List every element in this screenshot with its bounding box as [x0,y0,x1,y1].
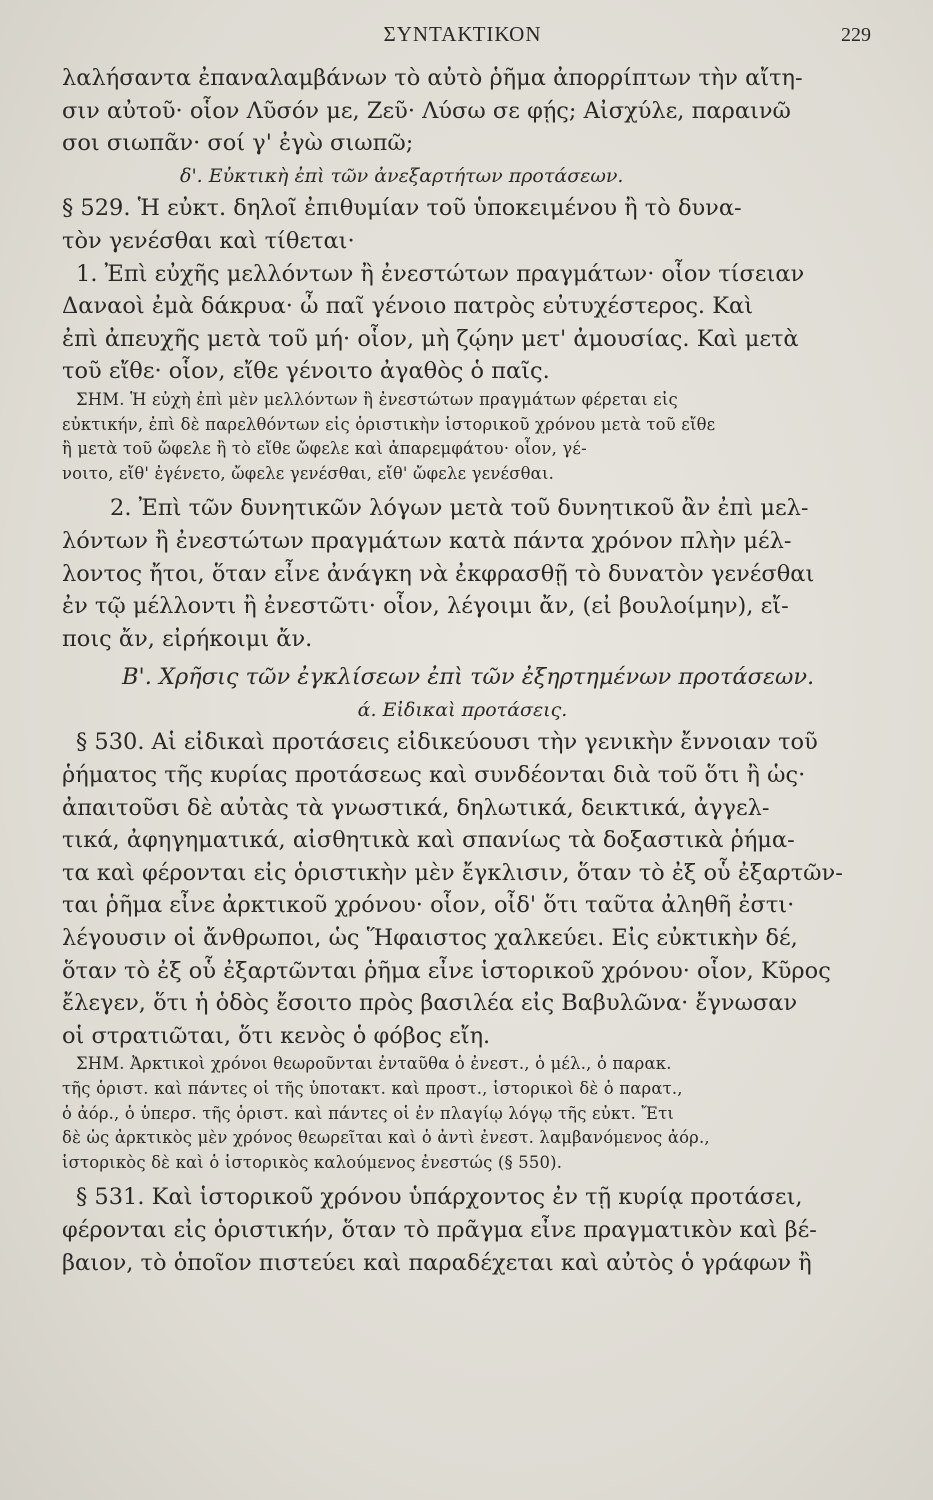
text-line: λόντων ἢ ἐνεστώτων πραγμάτων κατὰ πάντα χρόνον πλὴν μέλ- [62,527,792,554]
paragraph-529-start: § 529. Ἡ εὐκτ. δηλοῖ ἐπιθυμίαν τοῦ ὑποκειμένου ἢ τὸ δυνα- [62,195,742,222]
text-line: σοι σιωπᾶν· σοί γ' ἐγὼ σιωπῶ; [62,130,414,157]
section-heading: Β'. Χρῆσις τῶν ἐγκλίσεων ἐπὶ τῶν ἐξηρτημένων προτάσεων. [122,664,815,691]
item-1-start: 1. Ἐπὶ εὐχῆς μελλόντων ἢ ἐνεστώτων πραγμάτων· οἷον τίσειαν [76,260,805,287]
text-line: ἀπαιτοῦσι δὲ αὐτὰς τὰ γνωστικά, δηλωτικά, δεικτικά, ἀγγελ- [62,794,770,821]
text-line: οἱ στρατιῶται, ὅτι κενὸς ὁ φόβος εἴη. [62,1022,491,1049]
text-line: λοντος ἤτοι, ὅταν εἶνε ἀνάγκη νὰ ἐκφρασθῇ τὸ δυνατὸν γενέσθαι [62,560,815,587]
running-title: ΣΥΝΤΑΚΤΙΚΟΝ [383,22,542,46]
page-number: 229 [841,24,871,46]
text-line: σιν αὐτοῦ· οἷον Λῦσόν με, Ζεῦ· Λύσω σε φῄς; Αἰσχύλε, παραινῶ [62,97,791,124]
note-line: δὲ ὡς ἀρκτικὸς μὲν χρόνος θεωρεῖται καὶ ὁ ἀντὶ ἐνεστ. λαμβανόμενος ἀόρ., [62,1128,710,1148]
note-line: νοιτο, εἴθ' ἐγένετο, ὤφελε γενέσθαι, εἴθ' ὤφελε γενέσθαι. [62,463,554,483]
section-heading: δ'. Εὐκτικὴ ἐπὶ τῶν ἀνεξαρτήτων προτάσεων. [180,164,624,187]
text-line: ποις ἄν, εἰρήκοιμι ἄν. [62,625,313,652]
text-line: ἔλεγεν, ὅτι ἡ ὁδὸς ἔσοιτο πρὸς βασιλέα εἰς Βαβυλῶνα· ἔγνωσαν [62,990,798,1017]
item-2-start: 2. Ἐπὶ τῶν δυνητικῶν λόγων μετὰ τοῦ δυνητικοῦ ἂν ἐπὶ μελ- [110,495,809,522]
note-line: τῆς ὁριστ. καὶ πάντες οἱ τῆς ὑποτακτ. καὶ προστ., ἱστορικοὶ δὲ ὁ παρατ., [62,1079,683,1098]
note-line: ἱστορικὸς δὲ καὶ ὁ ἱστορικὸς καλούμενος ἐνεστώς (§ 550). [62,1152,563,1172]
text-line: τοῦ εἴθε· οἷον, εἴθε γένοιτο ἀγαθὸς ὁ παῖς. [62,358,550,385]
paragraph-531-start: § 531. Καὶ ἱστορικοῦ χρόνου ὑπάρχοντος ἐν τῇ κυρίᾳ προτάσει, [76,1184,803,1211]
note-line: ΣΗΜ. Ἀρκτικοὶ χρόνοι θεωροῦνται ἐνταῦθα ὁ ἐνεστ., ὁ μέλ., ὁ παρακ. [76,1054,672,1074]
text-line: τικά, ἀφηγηματικά, αἰσθητικὰ καὶ σπανίως τὰ δοξαστικὰ ῥήμα- [62,827,795,854]
text-line: ἐπὶ ἀπευχῆς μετὰ τοῦ μή· οἷον, μὴ ζῴην μετ' ἀμουσίας. Καὶ μετὰ [62,325,799,352]
note-line: ΣΗΜ. Ἡ εὐχὴ ἐπὶ μὲν μελλόντων ἢ ἐνεστώτων πραγμάτων φέρεται εἰς [76,389,678,409]
page-header [62,22,871,62]
text-line: ἐν τῷ μέλλοντι ἢ ἐνεστῶτι· οἷον, λέγοιμι ἄν, (εἰ βουλοίμην), εἴ- [62,593,789,620]
text-line: ῥήματος τῆς κυρίας προτάσεως καὶ συνδέονται διὰ τοῦ ὅτι ἢ ὡς· [62,762,806,789]
paragraph-530-start: § 530. Αἱ εἰδικαὶ προτάσεις εἰδικεύουσι τὴν γενικὴν ἔννοιαν τοῦ [76,729,818,756]
note-line: εὐκτικήν, ἐπὶ δὲ παρελθόντων εἰς ὁριστικὴν ἱστορικοῦ χρόνου μετὰ τοῦ εἴθε [62,414,716,434]
note-line: ὁ ἀόρ., ὁ ὑπερσ. τῆς ὁριστ. καὶ πάντες οἱ ἐν πλαγίῳ λόγῳ τῆς εὐκτ. Ἔτι [62,1103,675,1123]
text-line: βαιον, τὸ ὁποῖον πιστεύει καὶ παραδέχεται καὶ αὐτὸς ὁ γράφων ἢ [62,1249,812,1276]
subsection-heading: ά. Εἰδικαὶ προτάσεις. [357,698,568,721]
page-body [62,62,863,1279]
text-line: Δαναοὶ ἐμὰ δάκρυα· ὦ παῖ γένοιο πατρὸς εὐτυχέστερος. Καὶ [62,293,754,320]
text-line: λαλήσαντα ἐπαναλαμβάνων τὸ αὐτὸ ῥῆμα ἀπορρίπτων τὴν αἴτη- [62,65,803,91]
text-line: ται ῥῆμα εἶνε ἀρκτικοῦ χρόνου· οἷον, οἶδ' ὅτι ταῦτα ἀληθῆ ἐστι· [62,892,795,919]
text-line: φέρονται εἰς ὁριστικήν, ὅταν τὸ πρᾶγμα εἶνε πραγματικὸν καὶ βέ- [62,1216,817,1243]
text-line: λέγουσιν οἱ ἄνθρωποι, ὡς Ἥφαιστος χαλκεύει. Εἰς εὐκτικὴν δέ, [62,925,798,952]
text-line: ὅταν τὸ ἐξ οὗ ἐξαρτῶνται ῥῆμα εἶνε ἱστορικοῦ χρόνου· οἷον, Κῦρος [62,957,831,984]
text-line: τα καὶ φέρονται εἰς ὁριστικὴν μὲν ἔγκλισιν, ὅταν τὸ ἐξ οὗ ἐξαρτῶν- [62,859,843,886]
note-line: ἢ μετὰ τοῦ ὤφελε ἢ τὸ εἴθε ὤφελε καὶ ἀπαρεμφάτου· οἷον, γέ- [62,439,587,459]
text-line: τὸν γενέσθαι καὶ τίθεται· [62,227,355,254]
